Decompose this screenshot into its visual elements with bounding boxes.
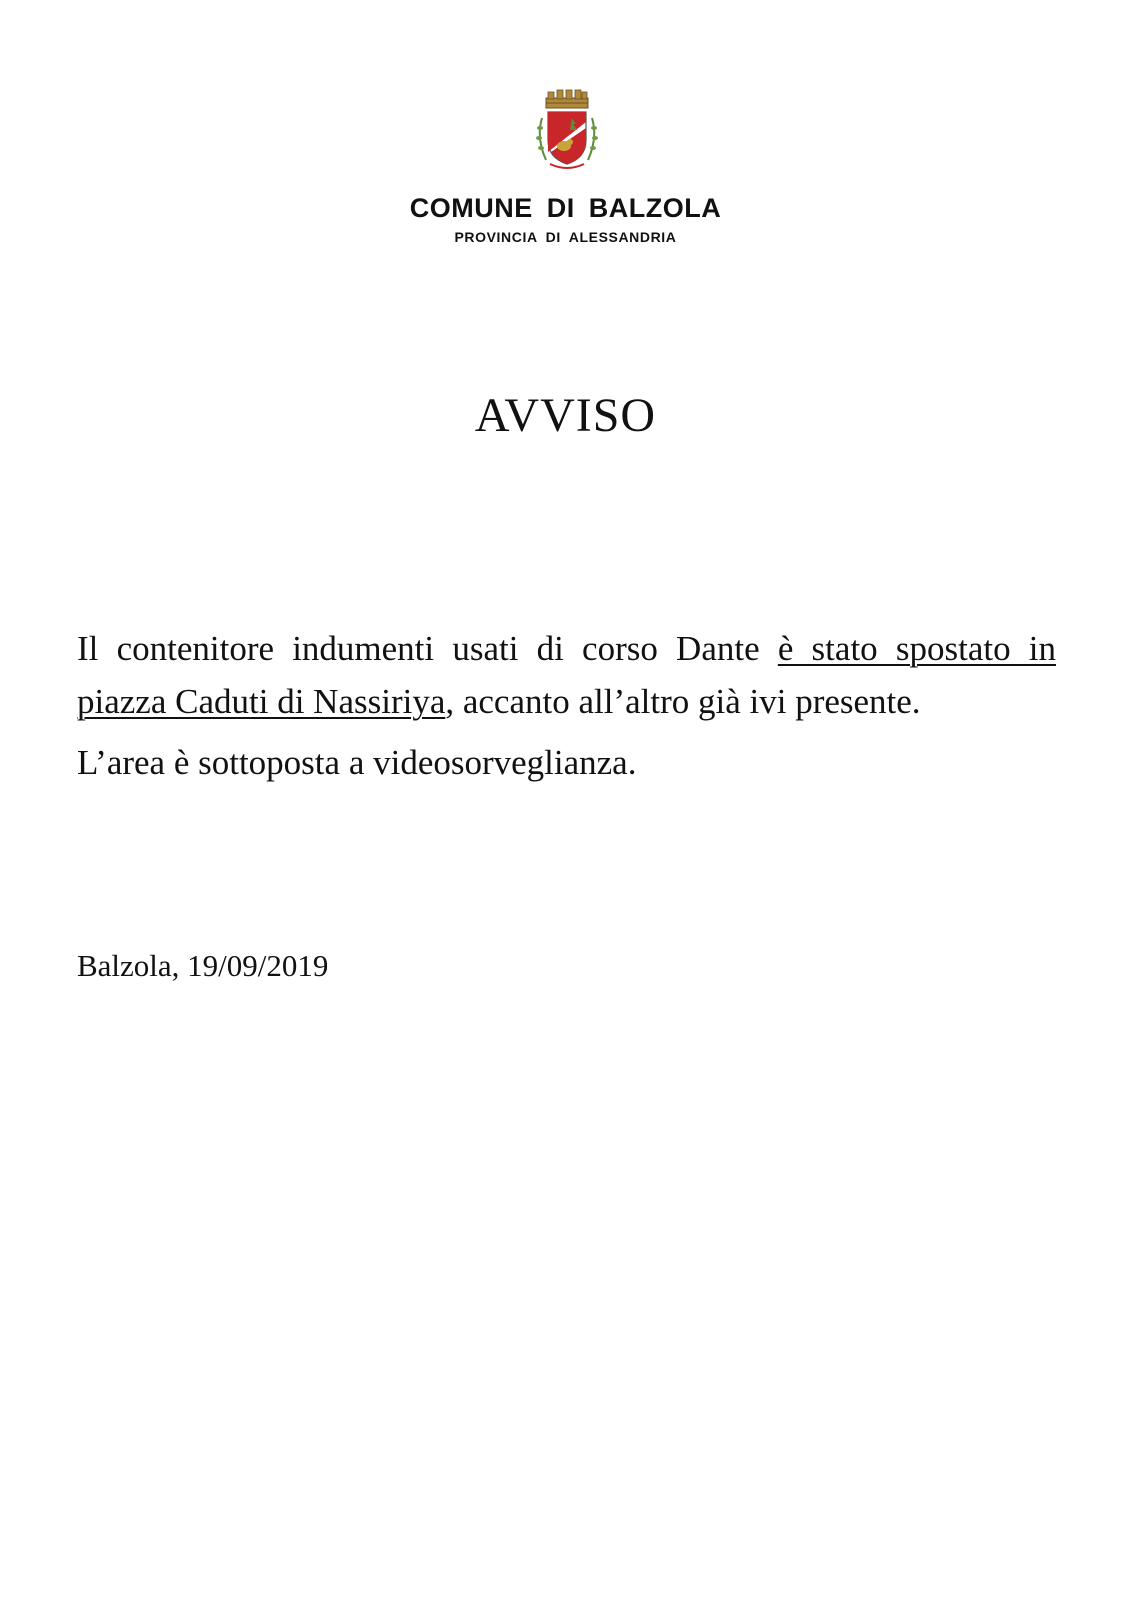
paragraph-1-start: Il contenitore indumenti usati di corso Dante <box>77 629 778 668</box>
municipality-name: COMUNE DI BALZOLA <box>409 193 722 223</box>
notice-paragraph-2: L’area è sottoposta a videosorveglianza. <box>77 743 637 782</box>
municipal-coat-of-arms-icon <box>532 88 602 174</box>
notice-body <box>77 622 1056 789</box>
notice-paragraph-1 <box>77 622 1056 728</box>
province-name: PROVINCIA DI ALESSANDRIA <box>454 229 677 245</box>
relocation-highlight: è stato spostato in piazza Caduti di Nassiriya <box>77 629 1057 721</box>
notice-title: AVVISO <box>474 389 657 442</box>
place-and-date: Balzola, 19/09/2019 <box>77 948 329 983</box>
paragraph-1-end: , accanto all’altro già ivi presente. <box>445 682 921 721</box>
